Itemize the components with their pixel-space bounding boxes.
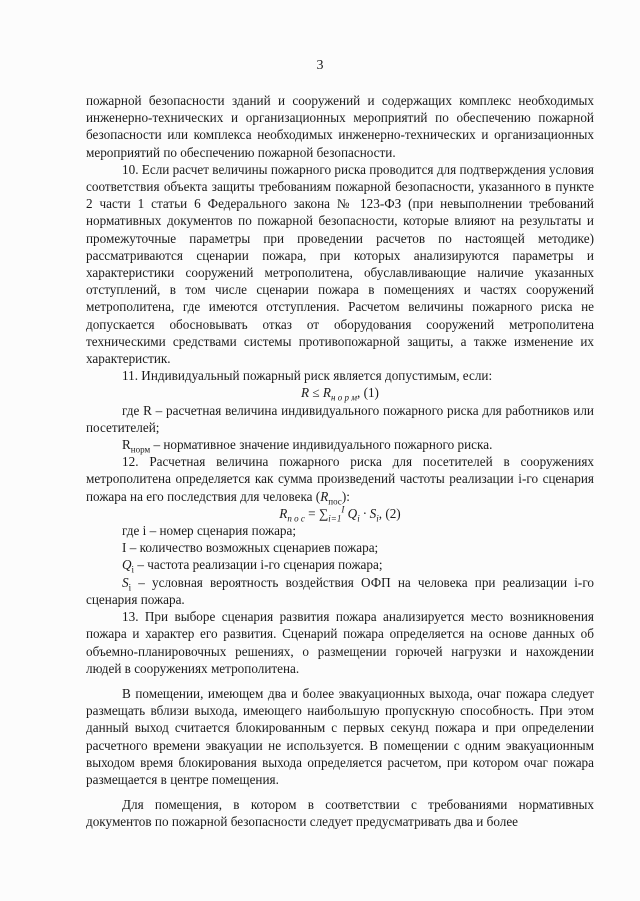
definition-q: $Q_i$ – частота реализации i-го сценария пожара;: [122, 557, 383, 576]
page-number: 3: [316, 58, 324, 73]
formula-1: $R \le R_{н о р м}$, (1): [301, 385, 379, 404]
paragraph-13: 13. При выборе сценария развития пожара анализируется место возникновения пожара и характер его развития. Сценарий пожара определяется на основе данных об объемно-планировочных решениях, о размещении горючей нагрузки и нахождении людей в сооружениях метрополитена.: [86, 609, 594, 676]
paragraph-10: 10. Если расчет величины пожарного риска проводится для подтверждения условия соответствия объекта защиты требованиям пожарной безопасности, указанного в пункте 2 части 1 статьи 6 Федерального закона № 123-ФЗ (при невыполнении требований нормативных документов по пожарной безопасности, которые влияют на результаты и промежуточные параметры при проведении расчетов по настоящей методике) рассматриваются сценарии пожара, при которых анализируются параметры и характеристики сооружений метрополитена, обуславливающие наличие указанных отступлений, в том числе сценарии пожара в помещениях и частях сооружений метрополитена, где имеются отступления. Расчетом величины пожарного риска не допускается обосновывать отказ от оборудования сооружений метрополитена техническими средствами системы противопожарной защиты, а также изменение их характеристик.: [86, 161, 594, 367]
definition-s: $S_i$ – условная вероятность воздействия ОФП на человека при реализации i-го сценария пожара.: [86, 574, 594, 607]
paragraph-two-exits: Для помещения, в котором в соответствии с требованиями нормативных документов по пожарной безопасности следует предусматривать два и более: [86, 797, 594, 830]
paragraph-evacuation: В помещении, имеющем два и более эвакуационных выхода, очаг пожара следует размещать вблизи выхода, имеющего наибольшую пропускную способность. При этом данный выход считается блокированным с первых секунд пожара и при определении расчетного времени эвакуации не используется. В помещении с одним эвакуационным выходом время блокирования выхода определяется расчетом, при котором очаг пожара размещается в центре помещения.: [86, 685, 594, 787]
definition-r-norm: $R_{норм}$ – нормативное значение индивидуального пожарного риска.: [122, 437, 493, 455]
paragraph-continuation: пожарной безопасности зданий и сооружений и содержащих комплекс необходимых инженерно-технических и организационных мероприятий по обеспечению пожарной безопасности или комплекса необходимых инженерно-технических и организационных мероприятий по обеспечению пожарной безопасности.: [86, 93, 594, 160]
paragraph-12: 12. Расчетная величина пожарного риска для посетителей в сооружениях метрополитена определяется как сумма произведений частоты реализации i-го сценария пожара на его последствия для человека $(R_{пос})$:: [86, 454, 594, 507]
definition-i: где i – номер сценария пожара;: [122, 523, 297, 539]
paragraph-11: 11. Индивидуальный пожарный риск является допустимым, если:: [122, 368, 493, 384]
document-body: [86, 92, 594, 831]
definition-i-count: I – количество возможных сценариев пожара;: [122, 540, 379, 556]
formula-2: $R_{п о с} = \sum_{i=1}^I$ $Q_i \cdot S_i$, (2): [279, 504, 401, 524]
definition-r: где R – расчетная величина индивидуального пожарного риска для работников или посетителей;: [86, 402, 594, 435]
